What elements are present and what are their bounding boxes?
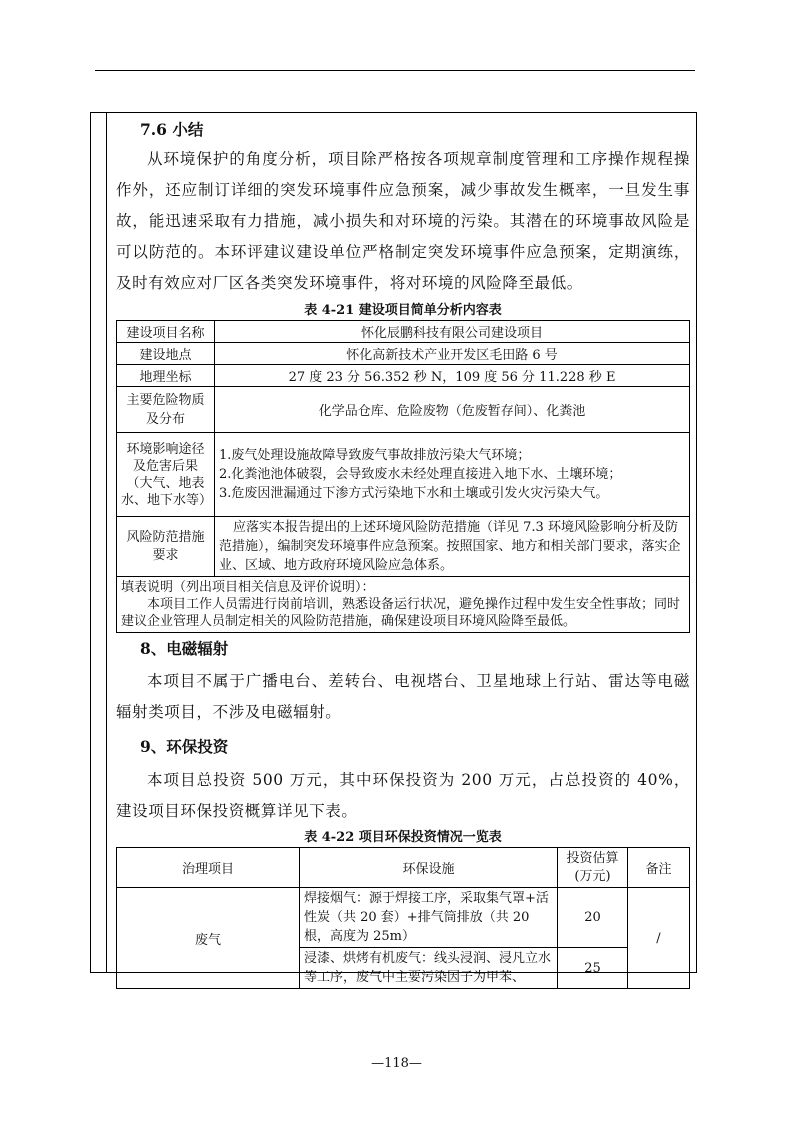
measures-label: 风险防范措施要求 <box>117 517 215 577</box>
row-label: 地理坐标 <box>117 365 215 387</box>
row-label: 建设项目名称 <box>117 321 215 343</box>
table-row <box>117 517 690 577</box>
impact-line: 1.废气处理设施故障导致废气事故排放污染大气环境； <box>219 448 531 463</box>
facility-cell: 浸漆、烘烤有机废气：线头浸润、浸凡立水等工序，废气中主要污染因子为甲苯、 <box>300 948 558 989</box>
category-cell: 废气 <box>117 888 300 989</box>
section-8-heading: 8、电磁辐射 <box>140 639 229 658</box>
impact-lines <box>215 433 690 517</box>
table-row <box>117 387 690 433</box>
impact-label: 环境影响途径及危害后果（大气、地表水、地下水等） <box>117 433 215 517</box>
remark-cell: / <box>628 888 690 989</box>
section-8-paragraph: 本项目不属于广播电台、差转台、电视塔台、卫星地球上行站、雷达等电磁辐射类项目，不涉及电磁辐射。 <box>116 672 690 721</box>
table-row <box>117 888 690 948</box>
row-value: 怀化辰鹏科技有限公司建设项目 <box>215 321 690 343</box>
col-header: 备注 <box>628 848 690 888</box>
table-row <box>117 365 690 387</box>
section-9-paragraph: 本项目总投资 500 万元，其中环保投资为 200 万元，占总投资的 40%，建设项目环保投资概算详见下表。 <box>116 771 690 820</box>
table-row <box>117 343 690 365</box>
impact-line: 3.危废因泄漏通过下渗方式污染地下水和土壤或引发火灾污染大气。 <box>219 486 609 501</box>
row-value: 化学品仓库、危险废物（危废暂存间）、化粪池 <box>215 387 690 433</box>
note-cell <box>117 577 690 633</box>
table-row <box>117 433 690 517</box>
header-rule <box>95 70 695 71</box>
note-title: 填表说明（列出项目相关信息及评价说明）： <box>121 580 375 595</box>
table-4-22-caption: 表 4-22 项目环保投资情况一览表 <box>304 830 502 845</box>
table-row <box>117 321 690 343</box>
row-value: 怀化高新技术产业开发区毛田路 6 号 <box>215 343 690 365</box>
row-label: 主要危险物质及分布 <box>117 387 215 433</box>
col-header: 环保设施 <box>300 848 558 888</box>
table-4-21 <box>116 320 690 633</box>
amount-cell: 20 <box>558 888 628 948</box>
section-9-heading: 9、环保投资 <box>140 737 229 756</box>
row-value: 27 度 23 分 56.352 秒 N，109 度 56 分 11.228 秒 E <box>215 365 690 387</box>
note-body: 本项目工作人员需进行岗前培训，熟悉设备运行状况，避免操作过程中发生安全性事故；同时建议企业管理人员制定相关的风险防范措施，确保建设项目环境风险降至最低。 <box>121 597 681 629</box>
table-header-row <box>117 848 690 888</box>
section-7-6-heading: 7.6 小结 <box>140 120 204 139</box>
table-row <box>117 577 690 633</box>
amount-cell: 25 <box>558 948 628 989</box>
page-number: —118— <box>371 1056 422 1071</box>
table-4-21-caption: 表 4-21 建设项目简单分析内容表 <box>304 303 502 318</box>
table-4-22 <box>116 847 690 989</box>
content <box>116 112 690 989</box>
row-label: 建设地点 <box>117 343 215 365</box>
impact-line: 2.化粪池池体破裂，会导致废水未经处理直接进入地下水、土壤环境； <box>219 467 622 482</box>
col-header: 治理项目 <box>117 848 300 888</box>
measures-value: 应落实本报告提出的上述环境风险防范措施（详见 7.3 环境风险影响分析及防范措施），编制突发环境事件应急预案。按照国家、地方和相关部门要求，落实企业、区域、地方政府环境风险应急体系。 <box>215 517 690 577</box>
facility-cell: 焊接烟气：源于焊接工序，采取集气罩+活性炭（共 20 套）+排气筒排放（共 20 根，高度为 25m） <box>300 888 558 948</box>
section-7-6-paragraph: 从环境保护的角度分析，项目除严格按各项规章制度管理和工序操作规程操作外，还应制订详细的突发环境事件应急预案，减少事故发生概率，一旦发生事故，能迅速采取有力措施，减小损失和对环境的污染。其潜在的环境事故风险是可以防范的。本环评建议建设单位严格制定突发环境事件应急预案，定期演练，及时有效应对厂区各类突发环境事件，将对环境的风险降至最低。 <box>116 150 690 292</box>
col-header: 投资估算(万元) <box>558 848 628 888</box>
frame-inner-line <box>106 112 107 973</box>
